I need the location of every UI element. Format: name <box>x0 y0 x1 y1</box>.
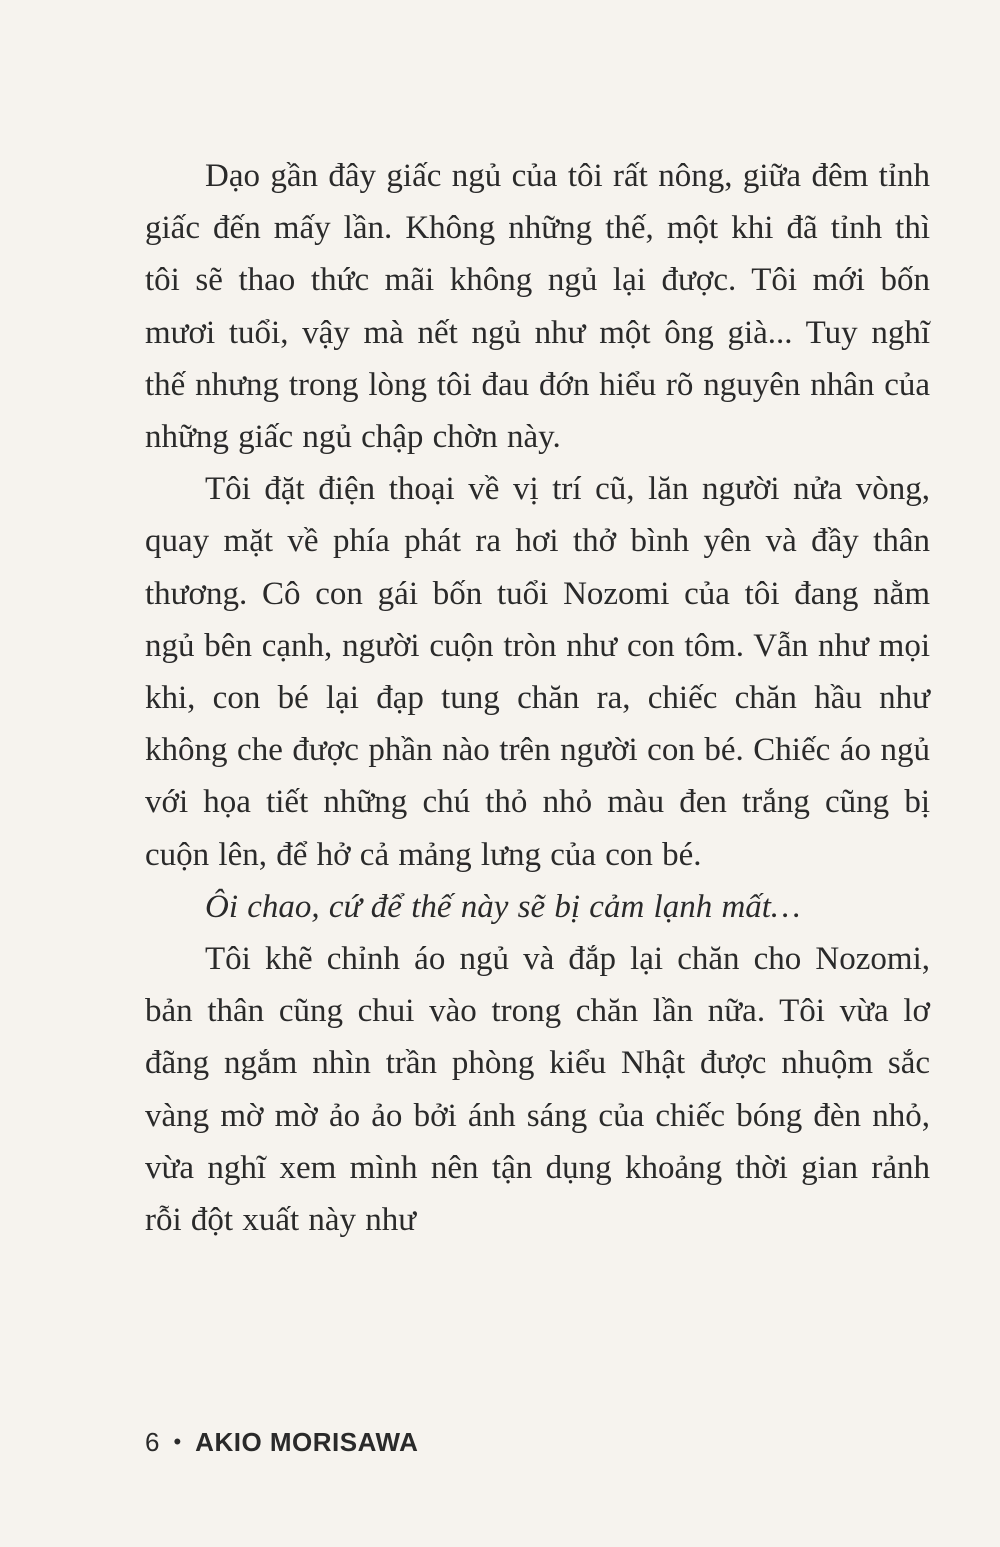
page-footer <box>145 1422 418 1462</box>
paragraph-4: Tôi khẽ chỉnh áo ngủ và đắp lại chăn cho Nozomi, bản thân cũng chui vào trong chăn lần nữa. Tôi vừa lơ đãng ngắm nhìn trần phòng kiểu Nhật được nhuộm sắc vàng mờ mờ ảo ảo bởi ánh sáng của chiếc bóng đèn nhỏ, vừa nghĩ xem mình nên tận dụng khoảng thời gian rảnh rỗi đột xuất này như <box>145 941 930 1239</box>
body-text <box>145 150 930 1246</box>
paragraph-1: Dạo gần đây giấc ngủ của tôi rất nông, giữa đêm tỉnh giấc đến mấy lần. Không những thế, một khi đã tỉnh thì tôi sẽ thao thức mãi không ngủ lại được. Tôi mới bốn mươi tuổi, vậy mà nết ngủ như một ông già... Tuy nghĩ thế nhưng trong lòng tôi đau đớn hiểu rõ nguyên nhân của những giấc ngủ chập chờn này. <box>145 158 930 456</box>
paragraph-3-italic: Ôi chao, cứ để thế này sẽ bị cảm lạnh mất… <box>205 888 801 925</box>
page-number: 6 <box>145 1426 160 1457</box>
paragraph-2: Tôi đặt điện thoại về vị trí cũ, lăn người nửa vòng, quay mặt về phía phát ra hơi thở bình yên và đầy thân thương. Cô con gái bốn tuổi Nozomi của tôi đang nằm ngủ bên cạnh, người cuộn tròn như con tôm. Vẫn như mọi khi, con bé lại đạp tung chăn ra, chiếc chăn hầu như không che được phần nào trên người con bé. Chiếc áo ngủ với họa tiết những chú thỏ nhỏ màu đen trắng cũng bị cuộn lên, để hở cả mảng lưng của con bé. <box>145 471 930 873</box>
footer-separator: • <box>173 1429 182 1454</box>
author-name: AKIO MORISAWA <box>195 1426 419 1457</box>
